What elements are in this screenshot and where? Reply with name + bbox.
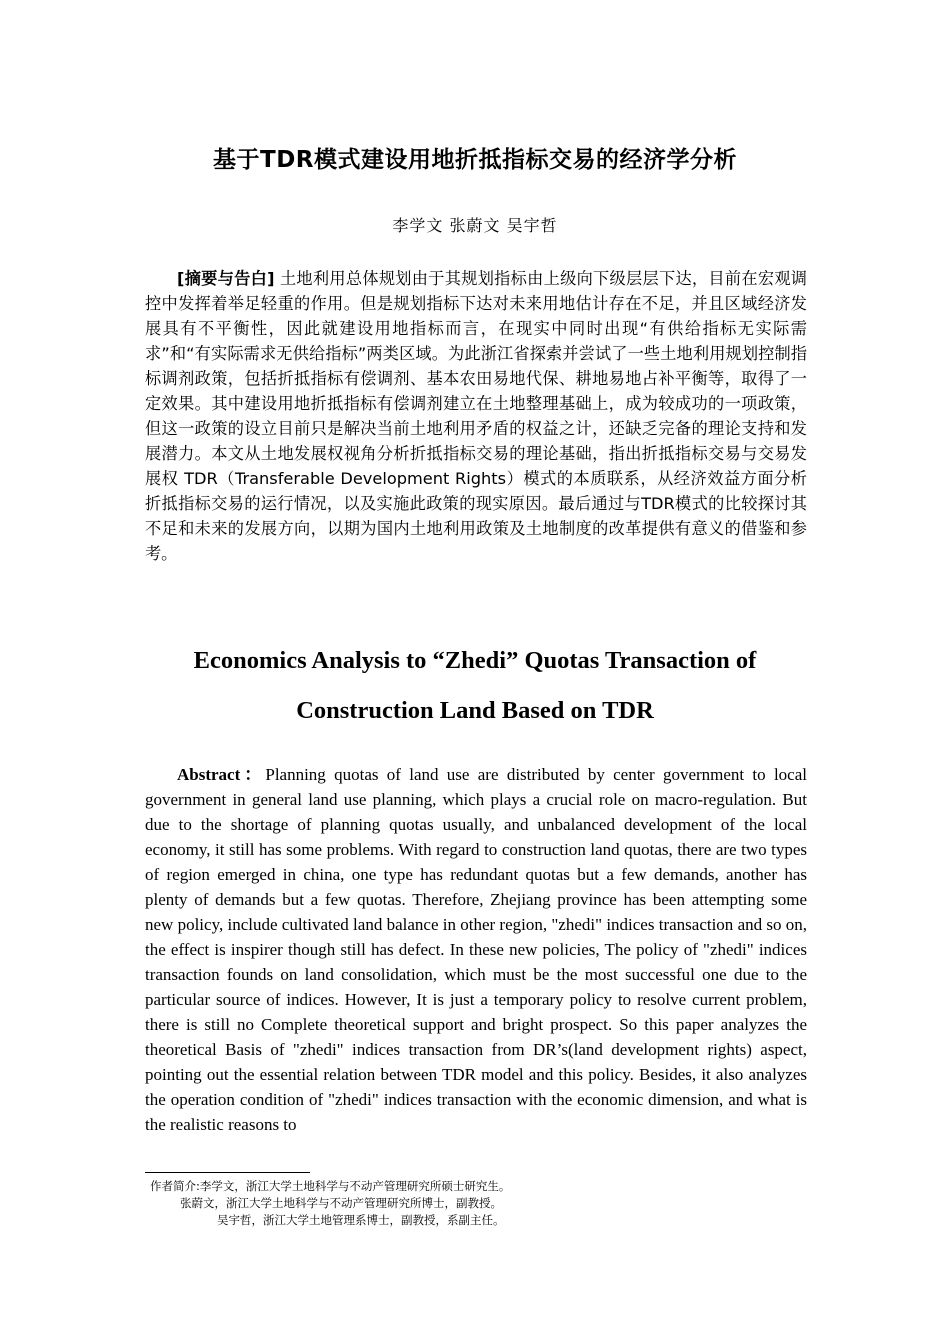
- english-title: [0, 636, 950, 736]
- chinese-authors: 李学文 张蔚文 吴宇哲: [392, 216, 558, 235]
- chinese-abstract: [145, 266, 807, 566]
- chinese-title: 基于TDR模式建设用地折抵指标交易的经济学分析: [213, 147, 737, 173]
- chinese-abstract-label: [摘要与告白]: [177, 269, 275, 288]
- english-title-line-2: Construction Land Based on TDR: [296, 697, 654, 724]
- footnote-author-1: 作者简介:李学文，浙江大学土地科学与不动产管理研究所硕士研究生。: [150, 1179, 511, 1193]
- footnote-author-3: 吴宇哲，浙江大学土地管理系博士，副教授，系副主任。: [217, 1213, 505, 1227]
- english-title-line-1: Economics Analysis to “Zhedi” Quotas Transaction of: [193, 647, 757, 674]
- chinese-abstract-text: 土地利用总体规划由于其规划指标由上级向下级层层下达，目前在宏观调控中发挥着举足轻重的作用。但是规划指标下达对未来用地估计存在不足，并且区域经济发展具有不平衡性，因此就建设用地指标而言，在现实中同时出现“有供给指标无实际需求”和“有实际需求无供给指标”两类区域。为此浙江省探索并尝试了一些土地利用规划控制指标调剂政策，包括折抵指标有偿调剂、基本农田易地代保、耕地易地占补平衡等，取得了一定效果。其中建设用地折抵指标有偿调剂建立在土地整理基础上，成为较成功的一项政策，但这一政策的设立目前只是解决当前土地利用矛盾的权益之计，还缺乏完备的理论支持和发展潜力。本文从土地发展权视角分析折抵指标交易的理论基础，指出折抵指标交易与交易发展权 TDR（Transferable Development Rights）模式的本质联系，从经济效益方面分析折抵指标交易的运行情况，以及实施此政策的现实原因。最后通过与TDR模式的比较探讨其不足和未来的发展方向，以期为国内土地利用政策及土地制度的改革提供有意义的借鉴和参考。: [145, 269, 807, 563]
- english-abstract-text: Planning quotas of land use are distributed by center government to local government in general land use planning, which plays a crucial role on macro-regulation. But due to the shortage of planning quotas usually, and unbalanced development of the local economy, it still has some problems. With regard to construction land quotas, there are two types of region emerged in china, one type has redundant quotas but a few demands, another has plenty of demands but a few quotas. Therefore, Zhejiang province has been attempting some new policy, include cultivated land balance in other region, "zhedi" indices transaction and so on, the effect is inspirer though still has defect. In these new policies, The policy of "zhedi" indices transaction founds on land consolidation, which must be the most successful one due to the particular source of indices. However, It is just a temporary policy to resolve current problem, there is still no Complete theoretical support and bright prospect. So this paper analyzes the theoretical Basis of "zhedi" indices transaction from DR’s(land development rights) aspect, pointing out the essential relation between TDR model and this policy. Besides, it also analyzes the operation condition of "zhedi" indices transaction with the economic dimension, and what is the realistic reasons to: [145, 765, 807, 1134]
- footnote-divider: [145, 1172, 310, 1173]
- footnote-author-2: 张蔚文，浙江大学土地科学与不动产管理研究所博士，副教授。: [180, 1196, 502, 1210]
- english-abstract-label: Abstract：: [177, 765, 266, 784]
- english-abstract: [145, 762, 807, 1137]
- author-footnotes: [150, 1178, 510, 1229]
